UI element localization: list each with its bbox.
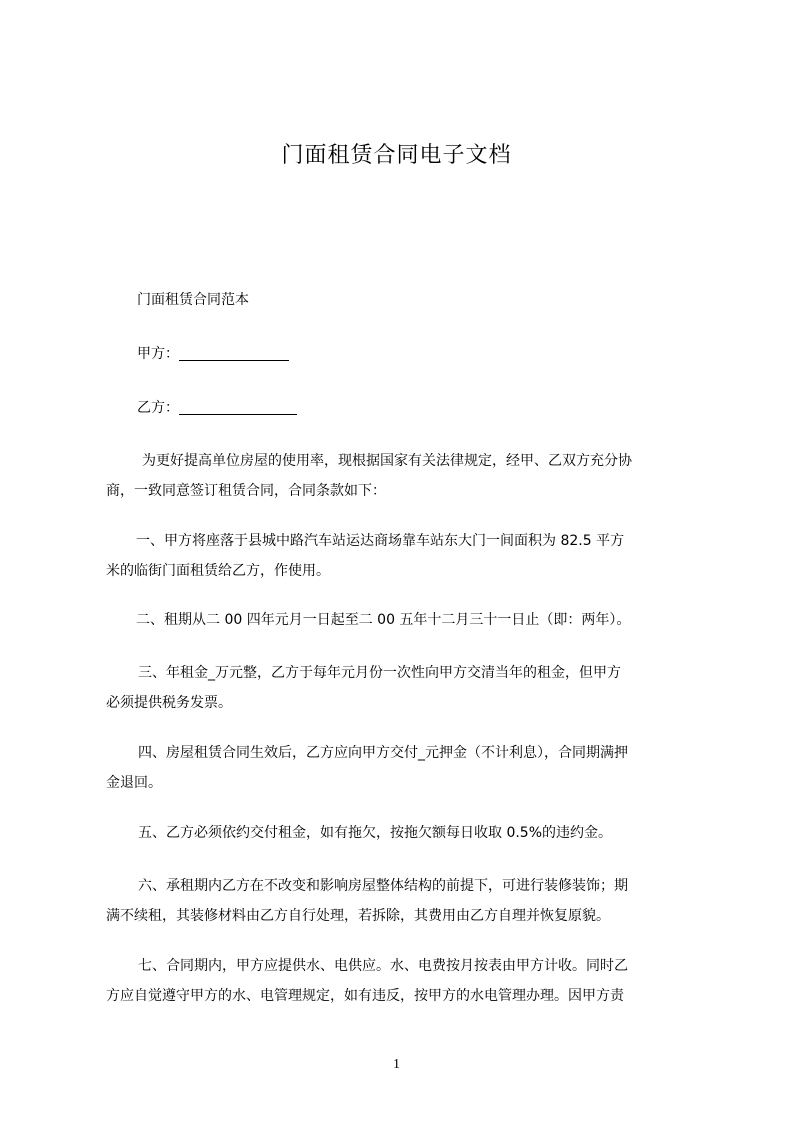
clause-4	[106, 738, 702, 798]
clause-1	[106, 526, 702, 586]
clause-4-line-1: 四、房屋租赁合同生效后，乙方应向甲方交付_元押金（不计利息），合同期满押	[138, 745, 628, 761]
clause-2-line-1: 二、租期从二 00 四年元月一日起至二 00 五年十二月三十一日止（即：两年）。	[136, 612, 631, 628]
clause-6-line-1: 六、承租期内乙方在不改变和影响房屋整体结构的前提下，可进行装修装饰；期	[138, 878, 628, 894]
clause-1-line-1: 一、甲方将座落于县城中路汽车站运达商场靠车站东大门一间面积为 82.5 平方	[136, 533, 625, 549]
intro-line-1: 为更好提高单位房屋的使用率，现根据国家有关法律规定，经甲、乙双方充分协	[142, 453, 632, 469]
intro-line-2: 商，一致同意签订租赁合同，合同条款如下：	[106, 483, 386, 499]
party-a-line	[137, 339, 733, 369]
party-a-blank	[179, 344, 289, 361]
clause-5-line-1: 五、乙方必须依约交付租金，如有拖欠，按拖欠额每日收取 0.5%的违约金。	[138, 825, 613, 841]
clause-5	[106, 818, 702, 848]
clause-7	[106, 951, 702, 1011]
subtitle-text: 门面租赁合同范本	[137, 292, 249, 308]
clause-3-line-1: 三、年租金_万元整，乙方于每年元月份一次性向甲方交清当年的租金，但甲方	[138, 665, 621, 681]
page-number: 1	[393, 1057, 400, 1072]
clause-2	[106, 605, 702, 635]
document-subtitle	[137, 285, 733, 315]
clause-3	[106, 658, 702, 718]
clause-7-line-2: 方应自觉遵守甲方的水、电管理规定，如有违反，按甲方的水电管理办理。因甲方责	[106, 988, 624, 1004]
party-a-label: 甲方：	[137, 346, 179, 362]
party-b-line	[137, 393, 733, 423]
intro-paragraph	[106, 446, 702, 506]
party-b-label: 乙方：	[137, 400, 179, 416]
clause-6	[106, 871, 702, 931]
clause-6-line-2: 满不续租，其装修材料由乙方自行处理，若拆除，其费用由乙方自理并恢复原貌。	[106, 908, 610, 924]
clause-4-line-2: 金退回。	[106, 775, 162, 791]
clause-7-line-1: 七、合同期内，甲方应提供水、电供应。水、电费按月按表由甲方计收。同时乙	[138, 958, 628, 974]
clause-1-line-2: 米的临街门面租赁给乙方，作使用。	[106, 563, 330, 579]
page-title: 门面租赁合同电子文档	[281, 143, 512, 168]
party-b-blank	[179, 398, 297, 415]
clause-3-line-2: 必须提供税务发票。	[106, 695, 232, 711]
